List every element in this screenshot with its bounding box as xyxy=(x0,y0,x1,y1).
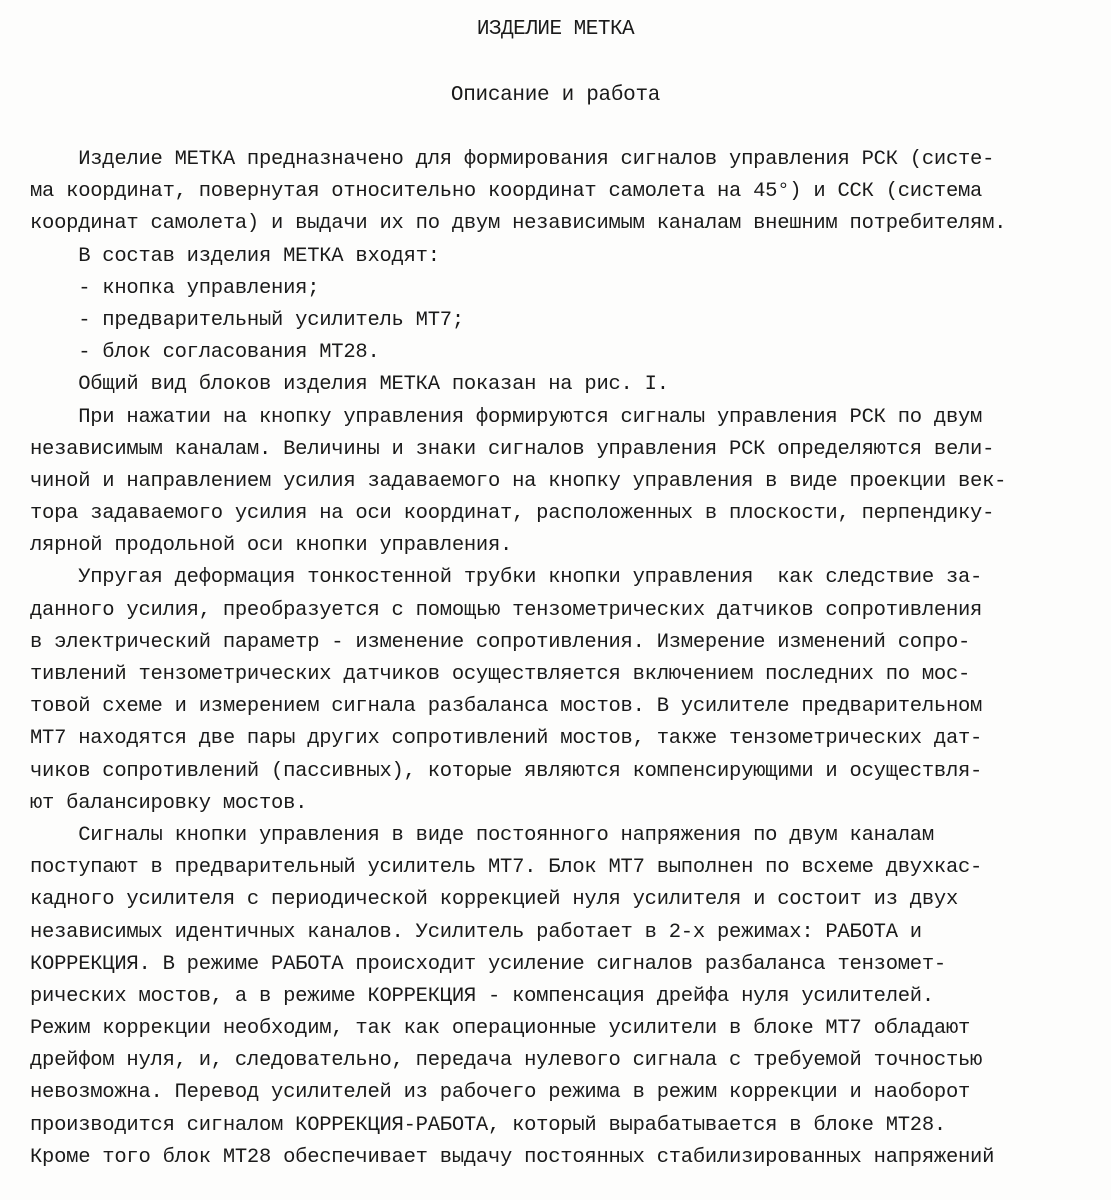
text-line: Режим коррекции необходим, так как операционные усилители в блоке МТ7 обладают xyxy=(30,1017,971,1041)
text-line: поступают в предварительный усилитель МТ7. Блок МТ7 выполнен по всхеме двухкас- xyxy=(30,856,983,880)
text-line: ма координат, повернутая относительно координат самолета на 45°) и ССК (система xyxy=(30,180,983,204)
document-title: ИЗДЕЛИЕ МЕТКА xyxy=(476,18,635,41)
text-line: дрейфом нуля, и, следовательно, передача нулевого сигнала с требуемой точностью xyxy=(30,1049,983,1073)
text-line: КОРРЕКЦИЯ. В режиме РАБОТА происходит усиление сигналов разбаланса тензомет- xyxy=(30,952,946,976)
text-line: ют балансировку мостов. xyxy=(30,791,308,815)
text-line: - предварительный усилитель МТ7; xyxy=(30,308,464,332)
text-line: - кнопка управления; xyxy=(30,276,320,300)
text-line: МТ7 находятся две пары других сопротивлений мостов, также тензометрических дат- xyxy=(30,727,983,751)
text-line: Кроме того блок МТ28 обеспечивает выдачу постоянных стабилизированных напряжений xyxy=(30,1145,995,1169)
text-line: Изделие МЕТКА предназначено для формирования сигналов управления РСК (систе- xyxy=(30,148,995,171)
text-line: кадного усилителя с периодической коррекцией нуля усилителя и состоит из двух xyxy=(30,888,959,912)
text-line: независимым каналам. Величины и знаки сигналов управления РСК определяются вели- xyxy=(30,437,995,461)
text-line: невозможна. Перевод усилителей из рабочего режима в режим коррекции и наоборот xyxy=(30,1081,971,1105)
text-line: тивлений тензометрических датчиков осуществляется включением последних по мос- xyxy=(30,663,971,686)
text-line: лярной продольной оси кнопки управления. xyxy=(30,534,513,558)
text-line: производится сигналом КОРРЕКЦИЯ-РАБОТА, который вырабатывается в блоке МТ28. xyxy=(30,1113,946,1137)
text-line: Упругая деформация тонкостенной трубки кнопки управления как следствие за- xyxy=(30,566,983,590)
text-line: в электрический параметр - изменение сопротивления. Измерение изменений сопро- xyxy=(30,630,971,654)
document-subtitle: Описание и работа xyxy=(450,84,661,107)
text-line: чиной и направлением усилия задаваемого на кнопку управления в виде проекции век- xyxy=(30,469,1007,493)
text-line: Сигналы кнопки управления в виде постоянного напряжения по двум каналам xyxy=(30,823,934,847)
text-line: чиков сопротивлений (пассивных), которые являются компенсирующими и осуществля- xyxy=(30,759,983,783)
text-line: Общий вид блоков изделия МЕТКА показан на рис. I. xyxy=(30,373,669,397)
text-line: - блок согласования МТ28. xyxy=(30,341,380,365)
text-line: координат самолета) и выдачи их по двум независимым каналам внешним потребителям. xyxy=(30,212,1007,236)
document-body xyxy=(30,144,1090,1174)
text-line: В состав изделия МЕТКА входят: xyxy=(30,244,440,268)
text-line: товой схеме и измерением сигнала разбаланса мостов. В усилителе предварительном xyxy=(30,695,983,719)
text-line: рических мостов, а в режиме КОРРЕКЦИЯ - компенсация дрейфа нуля усилителей. xyxy=(30,984,934,1008)
text-line: При нажатии на кнопку управления формируются сигналы управления РСК по двум xyxy=(30,405,983,429)
text-line: тора задаваемого усилия на оси координат, расположенных в плоскости, перпендику- xyxy=(30,502,995,526)
text-line: данного усилия, преобразуется с помощью тензометрических датчиков сопротивления xyxy=(30,598,983,622)
text-line: независимых идентичных каналов. Усилитель работает в 2-х режимах: РАБОТА и xyxy=(30,920,922,944)
